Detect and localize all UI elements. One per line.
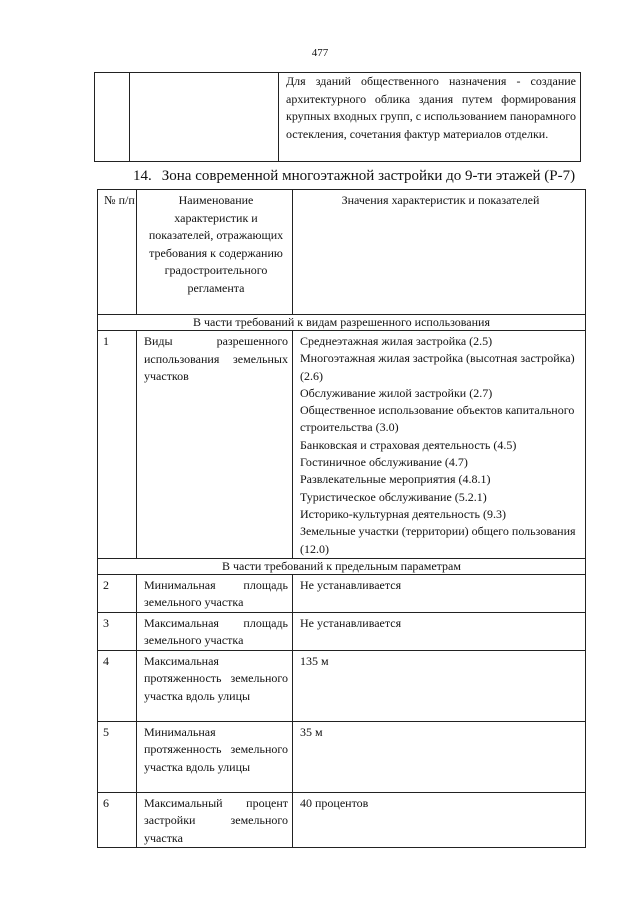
row-value: 35 м	[293, 721, 586, 792]
row-name: Минимальная площадь земельного участка	[137, 574, 293, 612]
facade-requirement-text: Для зданий общественного назначения - создание архитектурного облика здания путем формирования крупных входных групп, с использованием панорамного остекления, сочетания фактур материалов отделки.	[279, 73, 581, 162]
row-number: 5	[98, 721, 137, 792]
table-row	[98, 650, 586, 721]
row-number: 1	[98, 331, 137, 559]
row-name: Максимальная протяженность земельного участка вдоль улицы	[137, 650, 293, 721]
list-item: Общественное использование объектов капитального строительства (3.0)	[300, 403, 575, 435]
section-row-limits	[98, 558, 586, 574]
page-number: 477	[311, 47, 329, 59]
list-item: Гостиничное обслуживание (4.7)	[300, 455, 468, 470]
row-name: Максимальный процент застройки земельного участка	[137, 792, 293, 848]
row-number: 6	[98, 792, 137, 848]
row-value: Не устанавливается	[293, 612, 586, 650]
table-header-row	[98, 190, 586, 315]
zone-regulations-table	[97, 189, 586, 848]
row-name: Минимальная протяженность земельного участка вдоль улицы	[137, 721, 293, 792]
section-limits-title: В части требований к предельным параметрам	[98, 558, 586, 574]
section-row-usage	[98, 315, 586, 331]
list-item: Историко-культурная деятельность (9.3)	[300, 506, 506, 521]
header-values: Значения характеристик и показателей	[293, 190, 586, 315]
empty-name-cell	[130, 73, 279, 162]
list-item: Развлекательные мероприятия (4.8.1)	[300, 472, 491, 487]
row-name: Виды разрешенного использования земельных участков	[137, 331, 293, 559]
permitted-uses-list	[293, 331, 586, 559]
row-value: 40 процентов	[293, 792, 586, 848]
row-number: 2	[98, 574, 137, 612]
list-item: Многоэтажная жилая застройка (высотная застройка) (2.6)	[300, 351, 575, 383]
list-item: Туристическое обслуживание (5.2.1)	[300, 489, 487, 504]
table-row	[98, 792, 586, 848]
row-number: 3	[98, 612, 137, 650]
row-number: 4	[98, 650, 137, 721]
continued-table	[94, 72, 581, 162]
list-item: Обслуживание жилой застройки (2.7)	[300, 385, 493, 400]
list-item: Земельные участки (территории) общего пользования (12.0)	[300, 524, 576, 556]
header-name: Наименование характеристик и показателей, отражающих требования к содержанию градостроительного регламента	[137, 190, 293, 315]
section-usage-title: В части требований к видам разрешенного использования	[98, 315, 586, 331]
list-item: Среднеэтажная жилая застройка (2.5)	[300, 334, 493, 348]
table-row	[98, 721, 586, 792]
heading-number: 14.	[133, 168, 152, 184]
row-value: Не устанавливается	[293, 574, 586, 612]
section-heading	[133, 168, 575, 185]
table-row	[98, 574, 586, 612]
list-item: Банковская и страховая деятельность (4.5)	[300, 437, 517, 452]
table-row	[98, 612, 586, 650]
empty-number-cell	[95, 73, 130, 162]
row-value: 135 м	[293, 650, 586, 721]
table-row	[98, 331, 586, 559]
row-name: Максимальная площадь земельного участка	[137, 612, 293, 650]
heading-title: Зона современной многоэтажной застройки до 9-ти этажей (Р-7)	[161, 168, 576, 184]
header-number: № п/п	[98, 190, 137, 315]
